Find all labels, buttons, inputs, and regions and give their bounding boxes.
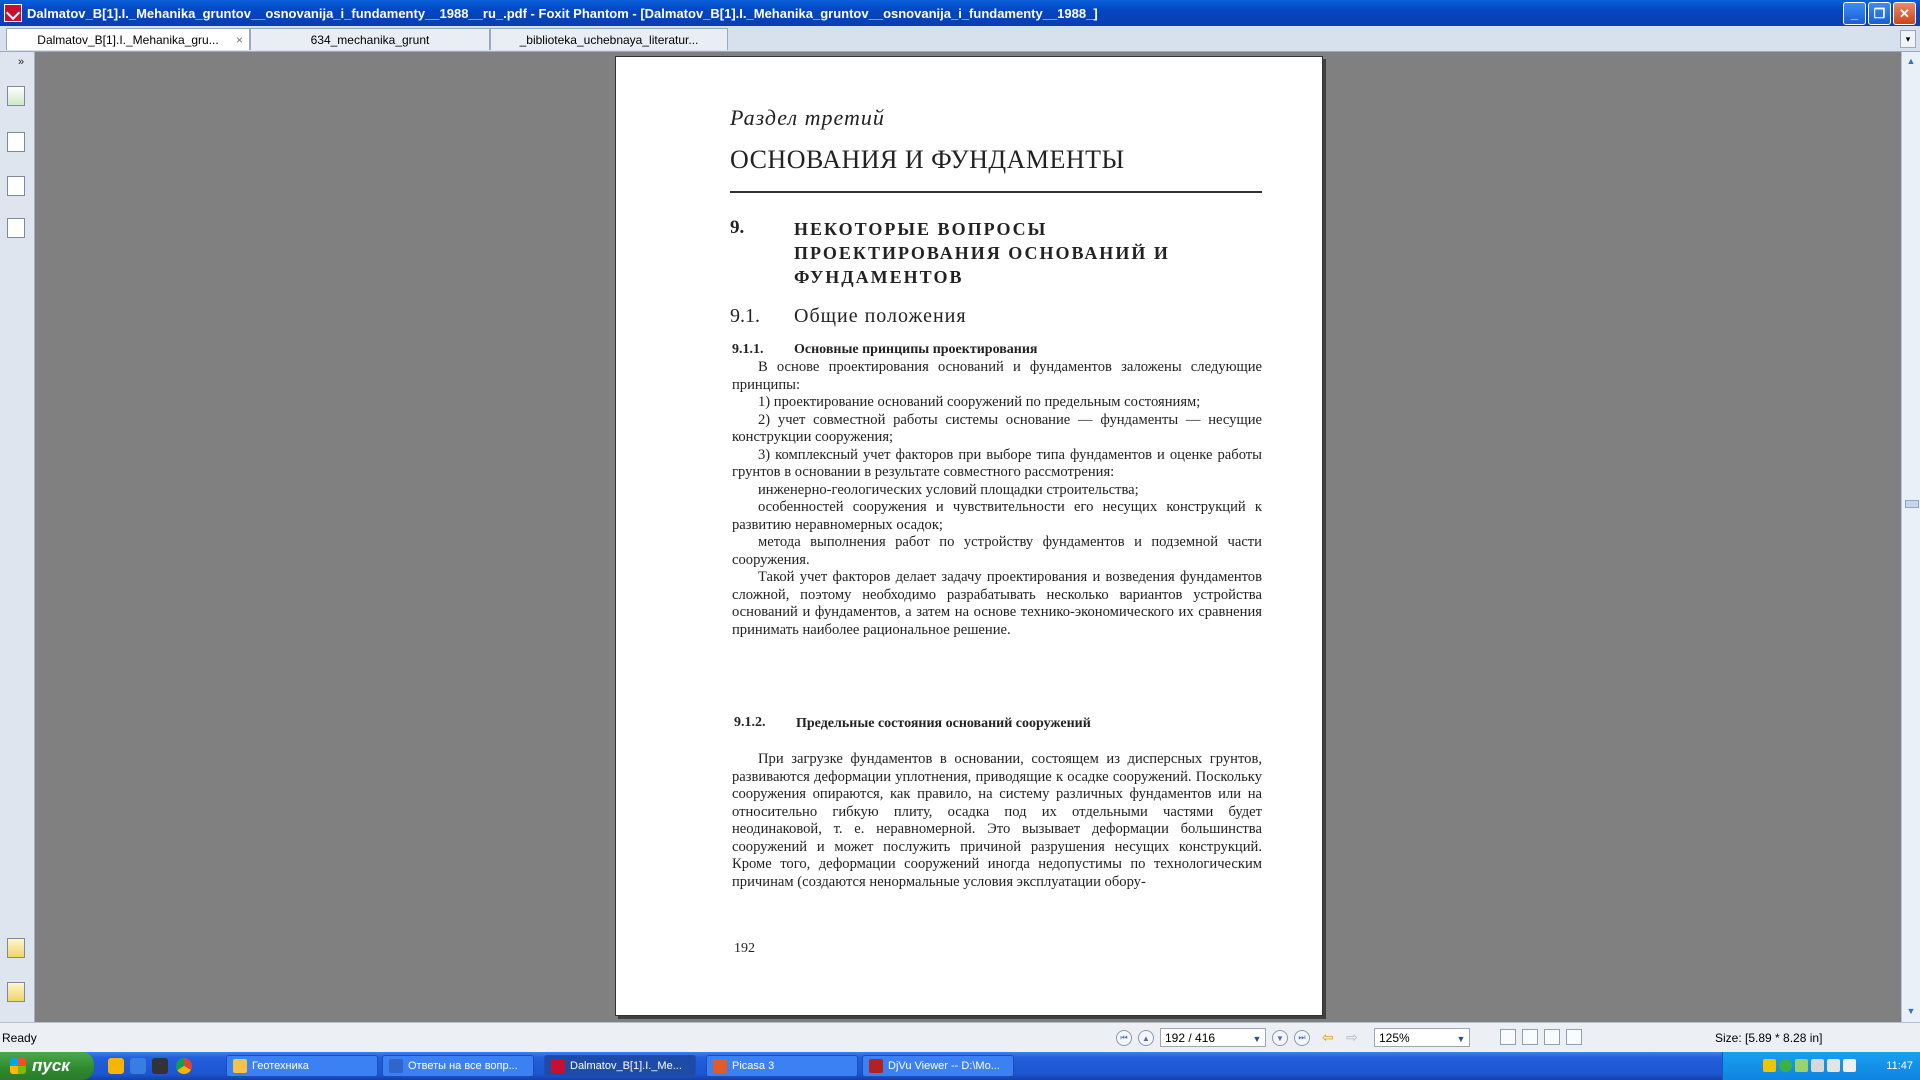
status-text: Ready [2, 1031, 37, 1045]
task-label: Геотехника [252, 1060, 309, 1072]
network-icon[interactable] [1827, 1059, 1840, 1072]
tab-biblioteka[interactable] [490, 28, 728, 50]
minimize-button[interactable]: _ [1843, 2, 1866, 25]
close-button[interactable]: ✕ [1893, 2, 1916, 25]
title-rule [730, 191, 1262, 193]
task-label: DjVu Viewer -- D:\Mo... [888, 1060, 1000, 1072]
folder-icon [233, 1059, 247, 1073]
tab-label: Dalmatov_B[1].I._Mehanika_gru... [37, 32, 219, 47]
word-icon [389, 1059, 403, 1073]
quicklaunch-icon-3[interactable] [152, 1058, 168, 1074]
zoom-value: 125% [1379, 1030, 1410, 1045]
windows-logo-icon [10, 1058, 26, 1074]
status-bar [0, 1022, 1920, 1053]
page-number: 192 [734, 941, 755, 956]
scroll-down-icon[interactable]: ▼ [1906, 1006, 1916, 1016]
chapter-title: ОСНОВАНИЯ И ФУНДАМЕНТЫ [730, 145, 1125, 174]
tray-icon-2[interactable] [1779, 1059, 1792, 1072]
window-title: Dalmatov_B[1].I._Mehanika_gruntov__osnovanija_i_fundamenty__1988__ru_.pdf - Foxit Phantom - [Dalmatov_B[1].I._Mehanika_gruntov__osnovanija_i_fundamenty__1988_] [27, 5, 1098, 21]
heading-9-1-title: Общие положения [794, 305, 967, 327]
vertical-scrollbar[interactable] [1901, 52, 1920, 1022]
djvu-icon [869, 1059, 883, 1073]
next-page-button[interactable]: ▼ [1272, 1030, 1288, 1046]
taskbar-item-foxit[interactable] [544, 1055, 696, 1077]
layers-icon[interactable] [7, 218, 25, 238]
paragraph: 1) проектирование оснований сооружений по предельным состояниям; [758, 394, 1201, 410]
tab-634-mechanika[interactable] [250, 28, 490, 50]
heading-9-1-2-number: 9.1.2. [734, 715, 766, 730]
previous-view-icon[interactable]: ⇦ [1322, 1029, 1334, 1045]
paragraph: особенностей сооружения и чувствительности его несущих конструкций к развитию неравномерных осадок; [732, 499, 1262, 533]
foxit-app-icon[interactable] [4, 4, 22, 22]
page-number-value: 192 / 416 [1165, 1030, 1216, 1045]
tab-close-icon[interactable]: × [235, 32, 243, 47]
tray-icon-1[interactable] [1763, 1059, 1776, 1072]
pages-icon[interactable] [7, 132, 25, 152]
heading-9-number: 9. [730, 217, 745, 238]
taskbar-item-djvu[interactable] [862, 1055, 1014, 1077]
heading-9-title: НЕКОТОРЫЕ ВОПРОСЫ ПРОЕКТИРОВАНИЯ ОСНОВАНИЙ И ФУНДАМЕНТОВ [794, 219, 1170, 287]
navigation-panel [0, 52, 35, 1022]
heading-9-1-number: 9.1. [730, 305, 760, 327]
paragraph: В основе проектирования оснований и фундаментов заложены следующие принципы: [732, 359, 1262, 393]
last-page-button[interactable]: ⏭ [1294, 1030, 1310, 1046]
paragraph: метода выполнения работ по устройству фундаментов и подземной части сооружения. [732, 534, 1262, 568]
body-text-1 [732, 359, 1262, 639]
foxit-icon [551, 1059, 565, 1073]
start-label: пуск [32, 1056, 70, 1075]
taskbar-item-otvety[interactable] [382, 1055, 534, 1077]
picasa-icon [713, 1059, 727, 1073]
paragraph: При загрузке фундаментов в основании, состоящем из дисперсных грунтов, развиваются деформации уплотнения, приводящие к осадке сооружений. Поскольку сооружения опираются, как правило, на систему различных фундаментов или на относительно гибкую плиту, осадка под их отдельными частями будет неодинаковой, т. е. неравномерной. Это вызывает деформации большинства сооружений и может послужить причиной разрушения несущих конструкций. Кроме того, деформации сооружений иногда недопустимы по технологическим причинам (создаются ненормальные условия эксплуатации обору- [732, 751, 1262, 890]
paragraph: 2) учет совместной работы системы основание — фундаменты — несущие конструкции сооружения; [732, 411, 1262, 445]
page-size-text: Size: [5.89 * 8.28 in] [1715, 1031, 1823, 1045]
clock: 11:47 [1886, 1060, 1913, 1072]
start-button[interactable] [0, 1052, 94, 1080]
task-label: Picasa 3 [732, 1060, 775, 1072]
continuous-facing-layout-icon[interactable] [1566, 1029, 1582, 1045]
body-text-2 [732, 751, 1262, 891]
previous-page-button[interactable]: ▲ [1138, 1030, 1154, 1046]
tab-dalmatov[interactable] [6, 28, 250, 50]
system-tray [1722, 1052, 1920, 1080]
quicklaunch-icon-1[interactable] [108, 1058, 124, 1074]
volume-icon[interactable] [1843, 1059, 1856, 1072]
scroll-thumb[interactable] [1905, 500, 1919, 508]
document-view[interactable] [35, 52, 1901, 1022]
pdf-page [615, 56, 1323, 1016]
facing-layout-icon[interactable] [1544, 1029, 1560, 1045]
zoom-dropdown-icon[interactable]: ▼ [1456, 1033, 1466, 1044]
attachments-icon[interactable] [7, 982, 25, 1002]
quicklaunch-icon-2[interactable] [130, 1058, 146, 1074]
chrome-icon[interactable] [176, 1058, 192, 1074]
window-controls [1843, 2, 1916, 25]
page-dropdown-icon[interactable]: ▼ [1252, 1033, 1262, 1044]
scroll-up-icon[interactable]: ▲ [1906, 56, 1916, 66]
heading-9-1-2-title: Предельные состояния оснований сооружений [796, 716, 1091, 731]
section-label: Раздел третий [730, 105, 885, 130]
first-page-button[interactable]: ⏮ [1116, 1030, 1132, 1046]
tab-label: _biblioteka_uchebnaya_literatur... [519, 32, 699, 47]
taskbar-item-geotechnika[interactable] [226, 1055, 378, 1077]
tab-label: 634_mechanika_grunt [310, 32, 430, 47]
title-bar [0, 0, 1920, 26]
next-view-icon[interactable]: ⇨ [1346, 1029, 1358, 1045]
tray-icon-4[interactable] [1811, 1059, 1824, 1072]
heading-9-1-1-title: Основные принципы проектирования [794, 342, 1038, 357]
paragraph: инженерно-геологических условий площадки строительства; [758, 481, 1139, 498]
task-label: Ответы на все вопр... [408, 1060, 518, 1072]
annotations-icon[interactable] [7, 176, 25, 196]
continuous-layout-icon[interactable] [1522, 1029, 1538, 1045]
bookmarks-icon[interactable] [7, 86, 25, 106]
tray-icon-3[interactable] [1795, 1059, 1808, 1072]
taskbar-item-picasa[interactable] [706, 1055, 858, 1077]
paragraph: Такой учет факторов делает задачу проектирования и возведения фундаментов сложной, поэтому необходимо разрабатывать несколько вариантов устройства оснований и фундаментов, а затем на основе технико-экономического их сравнения принимать наиболее рациональное решение. [732, 569, 1262, 638]
heading-9-1-1-number: 9.1.1. [732, 342, 764, 357]
tab-list-dropdown[interactable]: ▾ [1900, 30, 1916, 48]
windows-taskbar [0, 1052, 1920, 1080]
restore-button[interactable]: ❐ [1868, 2, 1891, 25]
task-label: Dalmatov_B[1].I._Me... [570, 1060, 682, 1072]
document-tab-bar [0, 26, 1920, 52]
comments-icon[interactable] [7, 938, 25, 958]
single-page-layout-icon[interactable] [1500, 1029, 1516, 1045]
expand-panel-icon[interactable]: » [18, 56, 25, 68]
paragraph: 3) комплексный учет факторов при выборе типа фундаментов и оценке работы грунтов в основании в результате совместного рассмотрения: [732, 446, 1262, 480]
